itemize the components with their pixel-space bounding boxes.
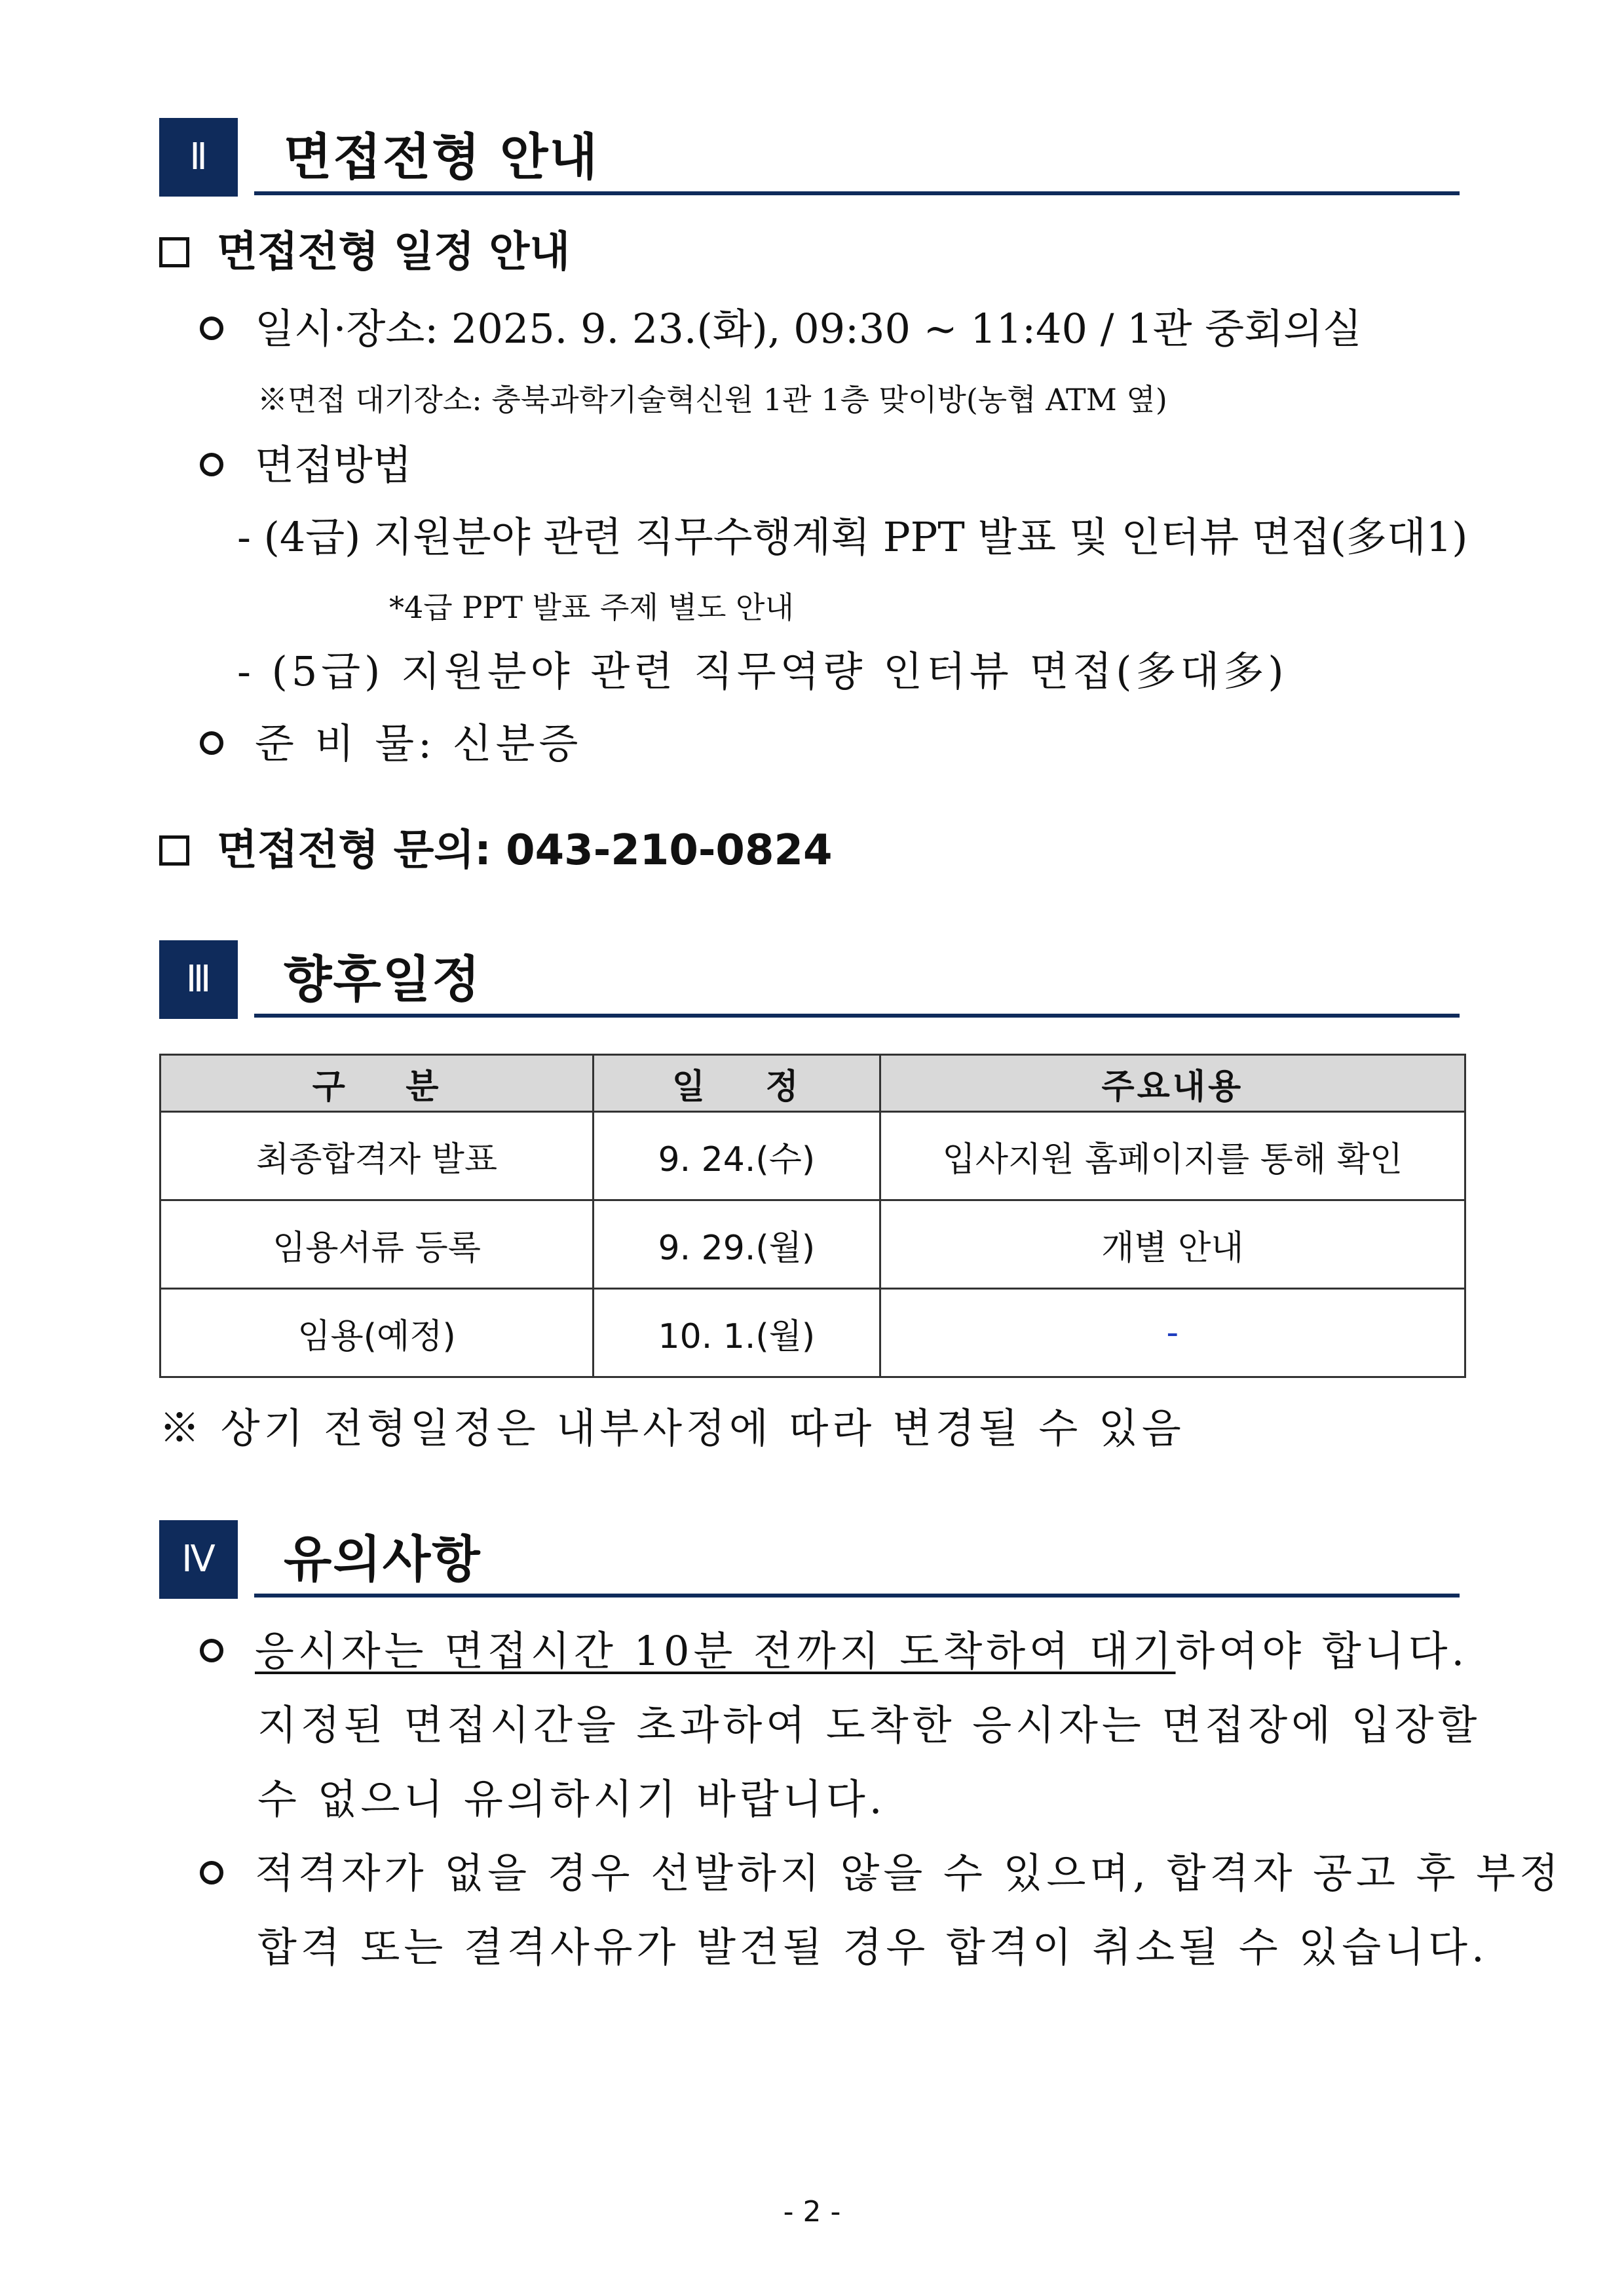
section-number: Ⅱ <box>159 118 238 197</box>
table-cell: 임용서류 등록 <box>161 1200 594 1289</box>
section-title: 면접전형 안내 <box>284 128 599 186</box>
subheading-schedule <box>159 226 570 278</box>
column-header: 구 분 <box>161 1055 594 1112</box>
subheading-contact <box>159 824 833 877</box>
arrival-emphasis: 응시자는 면접시간 10분 전까지 도착하여 대기 <box>255 1627 1176 1675</box>
schedule-change-note: ※ 상기 전형일정은 내부사정에 따라 변경될 수 있음 <box>159 1404 1185 1452</box>
table-cell: 9. 24.(수) <box>594 1112 880 1200</box>
table-row <box>161 1289 1465 1377</box>
section-title: 향후일정 <box>284 950 482 1008</box>
contact-text: 면접전형 문의: 043-210-0824 <box>217 826 833 875</box>
disqualify-line-1: 적격자가 없을 경우 선발하지 않을 수 있으며, 합격자 공고 후 부정 <box>255 1849 1562 1897</box>
circle-bullet-icon <box>200 453 223 476</box>
list-item-datetime <box>200 303 1362 355</box>
section-number: Ⅲ <box>159 940 238 1019</box>
disqualify-line-2: 합격 또는 결격사유가 발견될 경우 합격이 취소될 수 있습니다. <box>257 1923 1488 1971</box>
list-item-prep <box>200 718 582 770</box>
checkbox-square-icon <box>159 835 189 866</box>
section-rule <box>254 1014 1460 1018</box>
method-grade4: - (4급) 지원분야 관련 직무수행계획 PPT 발표 및 인터뷰 면접(多대1) <box>237 513 1468 561</box>
section-rule <box>254 191 1460 195</box>
section-rule <box>254 1594 1460 1598</box>
table-cell: 10. 1.(월) <box>594 1289 880 1377</box>
circle-bullet-icon <box>200 1639 223 1662</box>
arrival-rest: 하여야 합니다. <box>1175 1627 1469 1675</box>
list-item-method <box>200 439 412 491</box>
table-cell: 9. 29.(월) <box>594 1200 880 1289</box>
circle-bullet-icon <box>200 731 223 755</box>
table-cell: 개별 안내 <box>880 1200 1465 1289</box>
column-header: 주요내용 <box>880 1055 1465 1112</box>
section-title: 유의사항 <box>284 1530 482 1588</box>
arrival-line-3: 수 없으니 유의하시기 바랍니다. <box>257 1775 886 1823</box>
arrival-line-2: 지정된 면접시간을 초과하여 도착한 응시자는 면접장에 입장할 <box>257 1701 1481 1749</box>
section-header-interview <box>159 118 1460 197</box>
table-row <box>161 1112 1465 1200</box>
schedule-table <box>159 1054 1466 1378</box>
table-cell: - <box>880 1289 1465 1377</box>
section-header-notes <box>159 1520 1460 1599</box>
section-header-schedule <box>159 940 1460 1019</box>
section-number: Ⅳ <box>159 1520 238 1599</box>
method-grade4-note: *4급 PPT 발표 주제 별도 안내 <box>389 590 794 625</box>
checkbox-square-icon <box>159 237 189 267</box>
subheading-text: 면접전형 일정 안내 <box>217 228 571 277</box>
datetime-text: 일시·장소: 2025. 9. 23.(화), 09:30 ~ 11:40 / 1관 중회의실 <box>255 305 1362 353</box>
circle-bullet-icon <box>200 1861 223 1885</box>
column-header: 일 정 <box>594 1055 880 1112</box>
table-header-row <box>161 1055 1465 1112</box>
list-item-arrival <box>200 1625 1468 1677</box>
table-cell: 입사지원 홈페이지를 통해 확인 <box>880 1112 1465 1200</box>
table-row <box>161 1200 1465 1289</box>
circle-bullet-icon <box>200 316 223 340</box>
method-grade5: - (5급) 지원분야 관련 직무역량 인터뷰 면접(多대多) <box>237 647 1288 695</box>
list-item-disqualify <box>200 1847 1562 1900</box>
page-number: - 2 - <box>783 2195 841 2229</box>
table-cell: 임용(예정) <box>161 1289 594 1377</box>
waiting-place-note: ※면접 대기장소: 충북과학기술혁신원 1관 1층 맞이방(농협 ATM 옆) <box>257 382 1167 417</box>
method-label: 면접방법 <box>255 441 412 489</box>
prep-text: 준 비 물: 신분증 <box>255 719 582 767</box>
table-cell: 최종합격자 발표 <box>161 1112 594 1200</box>
